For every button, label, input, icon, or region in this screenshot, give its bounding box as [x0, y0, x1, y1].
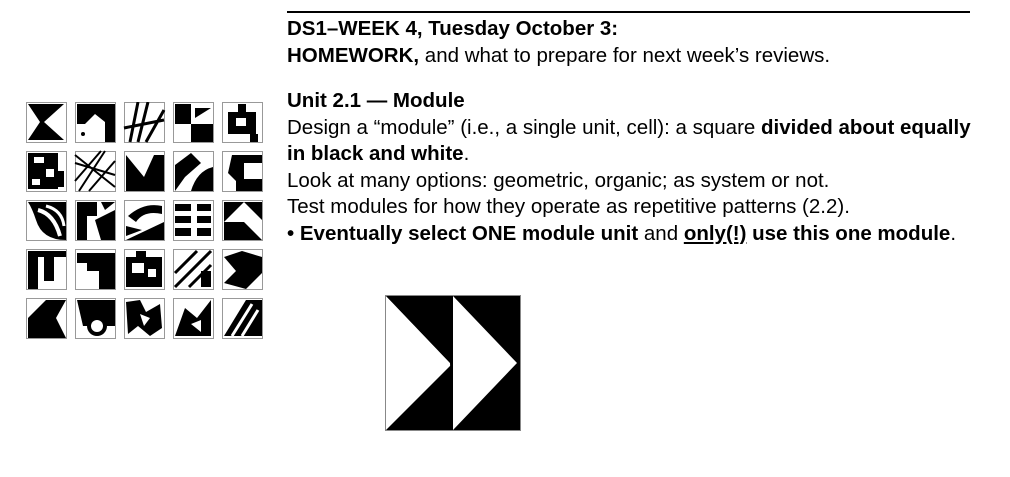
unit-bullet: • Eventually select ONE module unit and only(!) use this one module.: [287, 221, 957, 245]
page-title: DS1–WEEK 4, Tuesday October 3:: [287, 17, 619, 40]
module-sample: [174, 299, 214, 339]
module-sample: [76, 250, 116, 290]
module-sample: [174, 152, 214, 192]
module-sample: [223, 152, 263, 192]
page-subtitle: HOMEWORK, and what to prepare for next week’s reviews.: [287, 43, 831, 67]
module-sample: [223, 103, 263, 143]
top-rule: [287, 11, 970, 13]
module-sample: [76, 299, 116, 339]
module-sample: [27, 152, 67, 192]
assignment-text: [287, 16, 987, 247]
module-sample: [75, 151, 116, 192]
unit-options: Look at many options: geometric, organic; as system or not.: [287, 168, 830, 192]
module-samples-grid: [26, 102, 266, 342]
module-sample: [223, 201, 263, 241]
module-sample: [174, 103, 214, 143]
module-sample: [223, 250, 263, 290]
unit-heading: Unit 2.1 — Module: [287, 89, 465, 112]
module-sample: [223, 299, 263, 339]
unit-test: Test modules for how they operate as repetitive patterns (2.2).: [287, 195, 850, 218]
module-sample: [76, 201, 116, 241]
module-sample: [125, 250, 165, 290]
module-sample: [27, 299, 67, 339]
module-sample: [174, 201, 214, 241]
module-sample: [124, 102, 165, 143]
double-chevron-module: [385, 295, 522, 432]
unit-description: Design a “module” (i.e., a single unit, cell): a square divided about equally in black and white.: [287, 115, 971, 165]
module-sample: [27, 201, 67, 241]
module-sample: [125, 299, 165, 339]
module-sample: [27, 250, 67, 290]
module-sample: [174, 250, 214, 290]
module-sample: [27, 103, 67, 143]
module-sample: [76, 103, 116, 143]
module-sample: [125, 152, 165, 192]
module-sample: [125, 201, 165, 241]
